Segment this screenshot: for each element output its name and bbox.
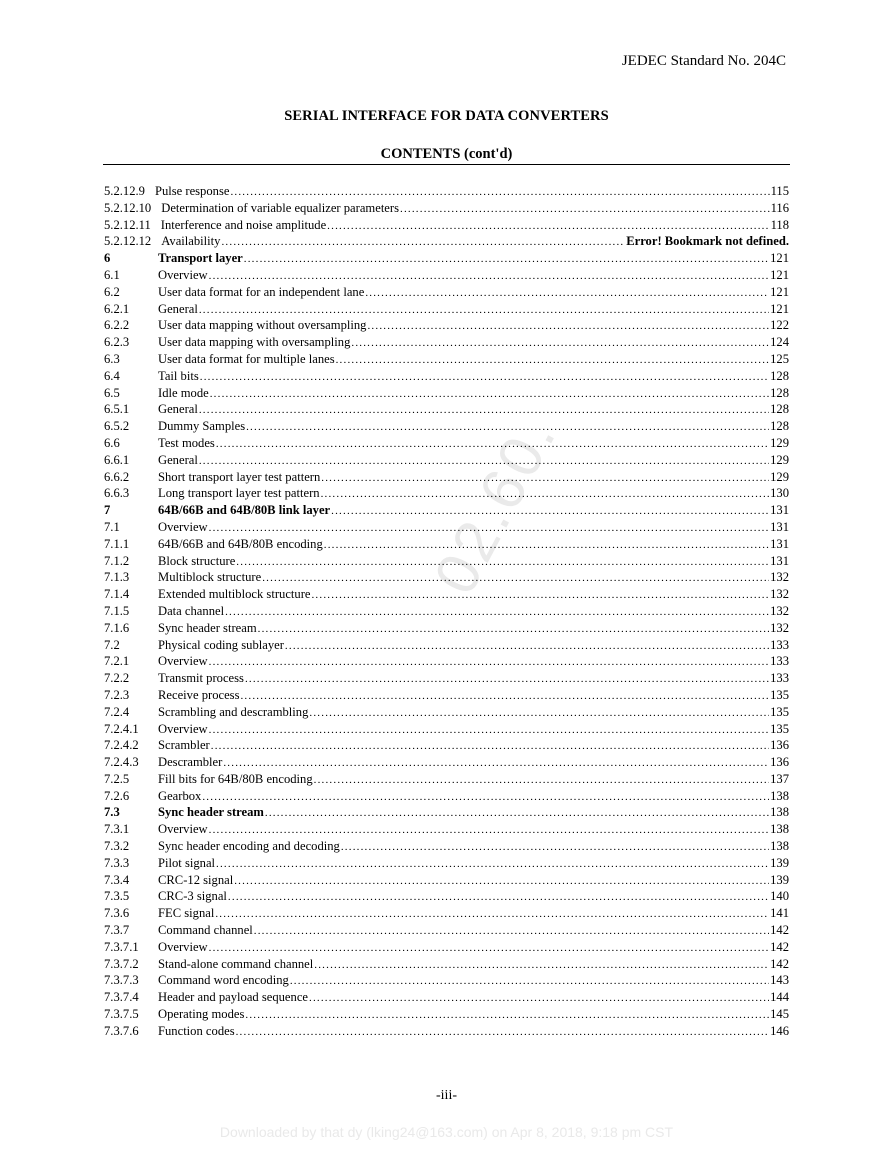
toc-entry-page: 125 [770, 351, 789, 366]
toc-leader-dots [221, 234, 625, 251]
toc-entry-number: 6.2.2 [104, 318, 130, 333]
toc-entry[interactable] [104, 1023, 789, 1040]
toc-entry-title: Overview [158, 654, 208, 669]
toc-entry-number: 6.6 [104, 435, 120, 450]
toc-entry[interactable] [104, 687, 789, 704]
toc-entry-number: 7.3.5 [104, 889, 130, 904]
toc-entry[interactable] [104, 804, 789, 821]
page-header-standard: JEDEC Standard No. 204C [621, 53, 786, 69]
toc-entry[interactable] [104, 972, 789, 989]
toc-leader-dots [209, 520, 769, 537]
toc-leader-dots [240, 688, 769, 705]
toc-leader-dots [331, 503, 769, 520]
toc-leader-dots [210, 386, 769, 403]
document-title: SERIAL INTERFACE FOR DATA CONVERTERS [284, 108, 609, 124]
toc-entry[interactable] [104, 620, 789, 637]
toc-entry[interactable] [104, 1006, 789, 1023]
toc-entry-number: 6.6.2 [104, 469, 130, 484]
toc-entry[interactable] [104, 385, 789, 402]
page-number: -iii- [436, 1088, 457, 1103]
toc-entry[interactable] [104, 250, 789, 267]
toc-entry-title: User data mapping with oversampling [158, 335, 351, 350]
toc-leader-dots [262, 570, 769, 587]
toc-entry-page: 132 [770, 570, 789, 585]
toc-entry-title: Descrambler [158, 755, 223, 770]
toc-entry-title: Gearbox [158, 788, 202, 803]
toc-entry[interactable] [104, 788, 789, 805]
toc-entry-number: 6.3 [104, 351, 120, 366]
toc-entry-page: 132 [770, 587, 789, 602]
toc-entry-number: 7.2.3 [104, 687, 130, 702]
toc-entry-title: Sync header stream [158, 805, 264, 820]
toc-entry-page: 130 [770, 486, 789, 501]
toc-entry[interactable] [104, 217, 789, 234]
toc-entry[interactable] [104, 502, 789, 519]
toc-leader-dots [199, 453, 769, 470]
toc-entry[interactable] [104, 200, 789, 217]
toc-entry-title: Extended multiblock structure [158, 587, 311, 602]
toc-leader-dots [225, 604, 769, 621]
toc-entry-page: 122 [770, 318, 789, 333]
toc-entry-number: 7.2.4 [104, 704, 130, 719]
toc-entry[interactable] [104, 569, 789, 586]
toc-leader-dots [245, 1007, 769, 1024]
toc-entry[interactable] [104, 267, 789, 284]
toc-entry-title: Overview [158, 519, 208, 534]
toc-entry[interactable] [104, 553, 789, 570]
toc-entry-number: 7.2.1 [104, 654, 130, 669]
toc-entry[interactable] [104, 536, 789, 553]
toc-entry-page: 138 [770, 805, 789, 820]
toc-leader-dots [211, 738, 769, 755]
toc-entry-page: 131 [770, 536, 789, 551]
toc-entry[interactable] [104, 653, 789, 670]
toc-entry-title: Sync header stream [158, 620, 257, 635]
toc-entry-number: 5.2.12.10 [104, 200, 152, 215]
toc-leader-dots [324, 537, 769, 554]
toc-entry-title: Fill bits for 64B/80B encoding [158, 771, 313, 786]
toc-entry-page: 133 [770, 671, 789, 686]
toc-leader-dots [209, 940, 769, 957]
toc-leader-dots [365, 285, 769, 302]
toc-entry-title: Idle mode [158, 385, 209, 400]
toc-entry[interactable] [104, 670, 789, 687]
toc-entry-title: Data channel [158, 603, 225, 618]
toc-entry-number: 6.5 [104, 385, 120, 400]
toc-leader-dots [223, 755, 769, 772]
toc-entry-page: 131 [770, 503, 789, 518]
toc-entry-title: CRC-3 signal [158, 889, 227, 904]
toc-entry-title: User data format for multiple lanes [158, 351, 335, 366]
toc-leader-dots [258, 621, 769, 638]
toc-leader-dots [400, 201, 770, 218]
toc-entry-page: 121 [770, 284, 789, 299]
toc-entry-number: 7.3.7.1 [104, 939, 139, 954]
toc-entry-page: 132 [770, 620, 789, 635]
toc-entry-title: Transmit process [158, 671, 244, 686]
toc-leader-dots [367, 318, 769, 335]
toc-leader-dots [351, 335, 769, 352]
toc-entry-number: 7.1.6 [104, 620, 130, 635]
toc-leader-dots [216, 436, 769, 453]
toc-entry-title: Overview [158, 939, 208, 954]
toc-entry-page: 135 [770, 704, 789, 719]
toc-entry-page: 146 [770, 1023, 789, 1038]
toc-entry-number: 7.2 [104, 637, 120, 652]
toc-leader-dots [314, 957, 769, 974]
toc-entry-number: 7.3.6 [104, 906, 130, 921]
toc-entry-number: 7.1.1 [104, 536, 130, 551]
toc-entry-number: 7.2.4.1 [104, 721, 139, 736]
toc-entry-number: 7.2.5 [104, 771, 130, 786]
toc-entry[interactable] [104, 586, 789, 603]
toc-entry[interactable] [104, 183, 789, 200]
toc-entry-number: 7.3 [104, 805, 120, 820]
toc-entry-page: 139 [770, 872, 789, 887]
toc-entry-page: 131 [770, 519, 789, 534]
toc-entry[interactable] [104, 233, 789, 250]
toc-entry-page: 121 [770, 251, 789, 266]
toc-entry-number: 7.3.7.3 [104, 973, 139, 988]
toc-entry-number: 6 [104, 251, 111, 266]
toc-list [104, 183, 789, 1040]
toc-entry-page: 115 [770, 184, 789, 198]
toc-entry[interactable] [104, 334, 789, 351]
toc-entry[interactable] [104, 855, 789, 872]
toc-entry-number: 7.2.6 [104, 788, 130, 803]
toc-entry-page: 121 [770, 267, 789, 282]
toc-leader-dots [321, 486, 770, 503]
toc-entry-number: 6.5.1 [104, 402, 130, 417]
toc-entry-number: 7.1.3 [104, 570, 130, 585]
toc-leader-dots [209, 722, 769, 739]
toc-entry[interactable] [104, 418, 789, 435]
toc-leader-dots [254, 923, 769, 940]
toc-entry-page: 144 [770, 990, 789, 1005]
toc-entry-title: Multiblock structure [158, 570, 262, 585]
toc-entry-title: Overview [158, 267, 208, 282]
toc-entry-number: 7.3.2 [104, 839, 130, 854]
toc-leader-dots [265, 805, 769, 822]
toc-entry[interactable] [104, 956, 789, 973]
toc-leader-dots [234, 873, 769, 890]
toc-leader-dots [311, 587, 769, 604]
toc-entry-title: FEC signal [158, 906, 215, 921]
toc-entry-page: 118 [770, 217, 789, 232]
toc-entry-title: Scrambler [158, 738, 210, 753]
toc-entry[interactable] [104, 301, 789, 318]
toc-entry-page: 128 [770, 385, 789, 400]
toc-entry[interactable] [104, 351, 789, 368]
toc-entry[interactable] [104, 838, 789, 855]
toc-entry-number: 5.2.12.11 [104, 217, 151, 232]
toc-entry-title: Operating modes [158, 1007, 245, 1022]
toc-entry-number: 6.5.2 [104, 419, 130, 434]
toc-entry-title: Overview [158, 721, 208, 736]
toc-entry-number: 6.2.3 [104, 335, 130, 350]
toc-entry-page: 140 [770, 889, 789, 904]
toc-entry-title: Determination of variable equalizer parameters [161, 200, 399, 215]
toc-entry-page: 136 [770, 755, 789, 770]
toc-entry-page: Error! Bookmark not defined. [626, 234, 789, 249]
toc-entry-number: 6.6.1 [104, 452, 130, 467]
toc-entry-page: 142 [770, 939, 789, 954]
toc-entry-page: 145 [770, 1007, 789, 1022]
toc-entry-number: 7 [104, 503, 111, 518]
toc-entry-page: 121 [770, 301, 789, 316]
toc-entry-page: 135 [770, 687, 789, 702]
toc-entry-page: 129 [770, 435, 789, 450]
toc-entry-page: 137 [770, 771, 789, 786]
toc-entry-page: 138 [770, 839, 789, 854]
toc-entry[interactable] [104, 872, 789, 889]
toc-entry-number: 6.6.3 [104, 486, 130, 501]
toc-entry-title: Test modes [158, 435, 215, 450]
toc-entry[interactable] [104, 485, 789, 502]
toc-entry[interactable] [104, 637, 789, 654]
toc-entry-page: 124 [770, 335, 789, 350]
toc-entry-page: 129 [770, 452, 789, 467]
toc-entry-number: 7.3.7 [104, 923, 130, 938]
toc-entry-number: 7.3.4 [104, 872, 130, 887]
toc-entry-number: 7.3.7.2 [104, 956, 139, 971]
toc-entry-title: Tail bits [158, 368, 199, 383]
toc-entry[interactable] [104, 888, 789, 905]
toc-entry-title: Command channel [158, 923, 253, 938]
toc-entry-number: 7.3.7.5 [104, 1007, 139, 1022]
toc-entry[interactable] [104, 989, 789, 1006]
toc-entry-page: 116 [770, 200, 789, 215]
toc-entry-page: 129 [770, 469, 789, 484]
toc-entry-number: 6.2 [104, 284, 120, 299]
toc-entry-number: 7.1.5 [104, 603, 130, 618]
toc-entry[interactable] [104, 435, 789, 452]
toc-entry[interactable] [104, 905, 789, 922]
toc-entry-title: Command word encoding [158, 973, 289, 988]
toc-leader-dots [216, 856, 769, 873]
toc-entry-number: 7.1 [104, 519, 120, 534]
toc-entry[interactable] [104, 317, 789, 334]
toc-entry-page: 142 [770, 956, 789, 971]
toc-entry-page: 142 [770, 923, 789, 938]
toc-entry-title: User data mapping without oversampling [158, 318, 367, 333]
toc-entry-page: 133 [770, 654, 789, 669]
toc-entry-number: 7.2.2 [104, 671, 130, 686]
download-notice: Downloaded by that dy (lking24@163.com) on Apr 8, 2018, 9:18 pm CST [219, 1124, 674, 1140]
toc-entry[interactable] [104, 519, 789, 536]
toc-leader-dots [290, 973, 769, 990]
toc-leader-dots [209, 822, 769, 839]
toc-entry-title: Stand-alone command channel [158, 956, 314, 971]
toc-entry[interactable] [104, 939, 789, 956]
toc-entry-title: Header and payload sequence [158, 990, 308, 1005]
toc-entry[interactable] [104, 469, 789, 486]
toc-leader-dots [285, 638, 769, 655]
toc-leader-dots [236, 1024, 770, 1041]
toc-leader-dots [244, 251, 769, 268]
toc-entry-title: Block structure [158, 553, 236, 568]
toc-entry[interactable] [104, 821, 789, 838]
toc-entry[interactable] [104, 452, 789, 469]
toc-entry-number: 5.2.12.12 [104, 234, 152, 249]
toc-entry-number: 7.2.4.2 [104, 738, 139, 753]
watermark: 02.60. [421, 404, 570, 605]
toc-entry-number: 7.3.7.4 [104, 990, 139, 1005]
toc-entry-title: Dummy Samples [158, 419, 246, 434]
toc-leader-dots [341, 839, 769, 856]
toc-entry[interactable] [104, 704, 789, 721]
toc-entry-title: Physical coding sublayer [158, 637, 284, 652]
toc-entry-number: 7.3.1 [104, 822, 130, 837]
toc-entry-title: Pulse response [154, 184, 230, 198]
toc-entry[interactable] [104, 721, 789, 738]
toc-entry-number: 5.2.12.9 [104, 184, 145, 198]
toc-entry[interactable] [104, 754, 789, 771]
toc-leader-dots [327, 218, 769, 235]
toc-entry-number: 6.1 [104, 267, 120, 282]
toc-leader-dots [336, 352, 770, 369]
toc-entry-number: 7.1.2 [104, 553, 130, 568]
toc-entry-number: 7.3.7.6 [104, 1023, 139, 1038]
toc-entry-title: Overview [158, 822, 208, 837]
toc-entry-title: Function codes [158, 1023, 235, 1038]
toc-entry-number: 7.1.4 [104, 587, 130, 602]
toc-entry[interactable] [104, 737, 789, 754]
toc-entry-title: Sync header encoding and decoding [158, 839, 340, 854]
toc-leader-dots [209, 654, 769, 671]
toc-entry-page: 132 [770, 603, 789, 618]
toc-entry-page: 135 [770, 721, 789, 736]
toc-entry-page: 138 [770, 788, 789, 803]
toc-entry-title: Availability [161, 234, 221, 249]
toc-leader-dots [209, 268, 769, 285]
toc-entry-page: 128 [770, 419, 789, 434]
toc-entry[interactable] [104, 603, 789, 620]
toc-entry-title: Short transport layer test pattern [158, 469, 321, 484]
toc-entry-title: General [158, 452, 198, 467]
toc-entry-title: General [158, 301, 198, 316]
toc-entry-title: 64B/66B and 64B/80B encoding [158, 536, 323, 551]
toc-leader-dots [321, 470, 769, 487]
toc-entry-title: Long transport layer test pattern [158, 486, 320, 501]
toc-leader-dots [245, 671, 769, 688]
toc-entry-page: 138 [770, 822, 789, 837]
toc-entry[interactable] [104, 401, 789, 418]
toc-leader-dots [230, 184, 769, 201]
toc-entry-title: General [158, 402, 198, 417]
toc-entry-number: 7.3.3 [104, 855, 130, 870]
toc-leader-dots [199, 302, 769, 319]
toc-entry[interactable] [104, 368, 789, 385]
toc-entry-title: Scrambling and descrambling [158, 704, 309, 719]
toc-leader-dots [236, 554, 769, 571]
toc-leader-dots [314, 772, 769, 789]
toc-entry-page: 141 [770, 906, 789, 921]
heading-rule [103, 164, 790, 165]
toc-entry[interactable] [104, 922, 789, 939]
contents-heading: CONTENTS (cont'd) [380, 146, 513, 162]
toc-leader-dots [202, 789, 769, 806]
toc-entry-page: 139 [770, 855, 789, 870]
toc-entry-number: 6.2.1 [104, 301, 130, 316]
toc-entry-page: 143 [770, 973, 789, 988]
toc-leader-dots [309, 705, 769, 722]
toc-leader-dots [228, 889, 769, 906]
toc-entry-title: Interference and noise amplitude [160, 217, 327, 232]
toc-leader-dots [200, 369, 769, 386]
toc-leader-dots [246, 419, 769, 436]
toc-entry-number: 7.2.4.3 [104, 755, 139, 770]
toc-entry-title: Pilot signal [158, 855, 216, 870]
toc-entry[interactable] [104, 771, 789, 788]
toc-entry-page: 133 [770, 637, 789, 652]
toc-entry-page: 128 [770, 368, 789, 383]
toc-entry-title: Receive process [158, 687, 240, 702]
toc-entry-number: 6.4 [104, 368, 120, 383]
toc-entry-title: User data format for an independent lane [158, 284, 365, 299]
toc-entry-title: 64B/66B and 64B/80B link layer [158, 503, 331, 518]
toc-entry-page: 131 [770, 553, 789, 568]
toc-entry[interactable] [104, 284, 789, 301]
toc-leader-dots [309, 990, 769, 1007]
toc-leader-dots [215, 906, 769, 923]
toc-entry-title: CRC-12 signal [158, 872, 234, 887]
toc-leader-dots [199, 402, 769, 419]
toc-entry-page: 128 [770, 402, 789, 417]
toc-entry-title: Transport layer [158, 251, 243, 266]
toc-entry-page: 136 [770, 738, 789, 753]
